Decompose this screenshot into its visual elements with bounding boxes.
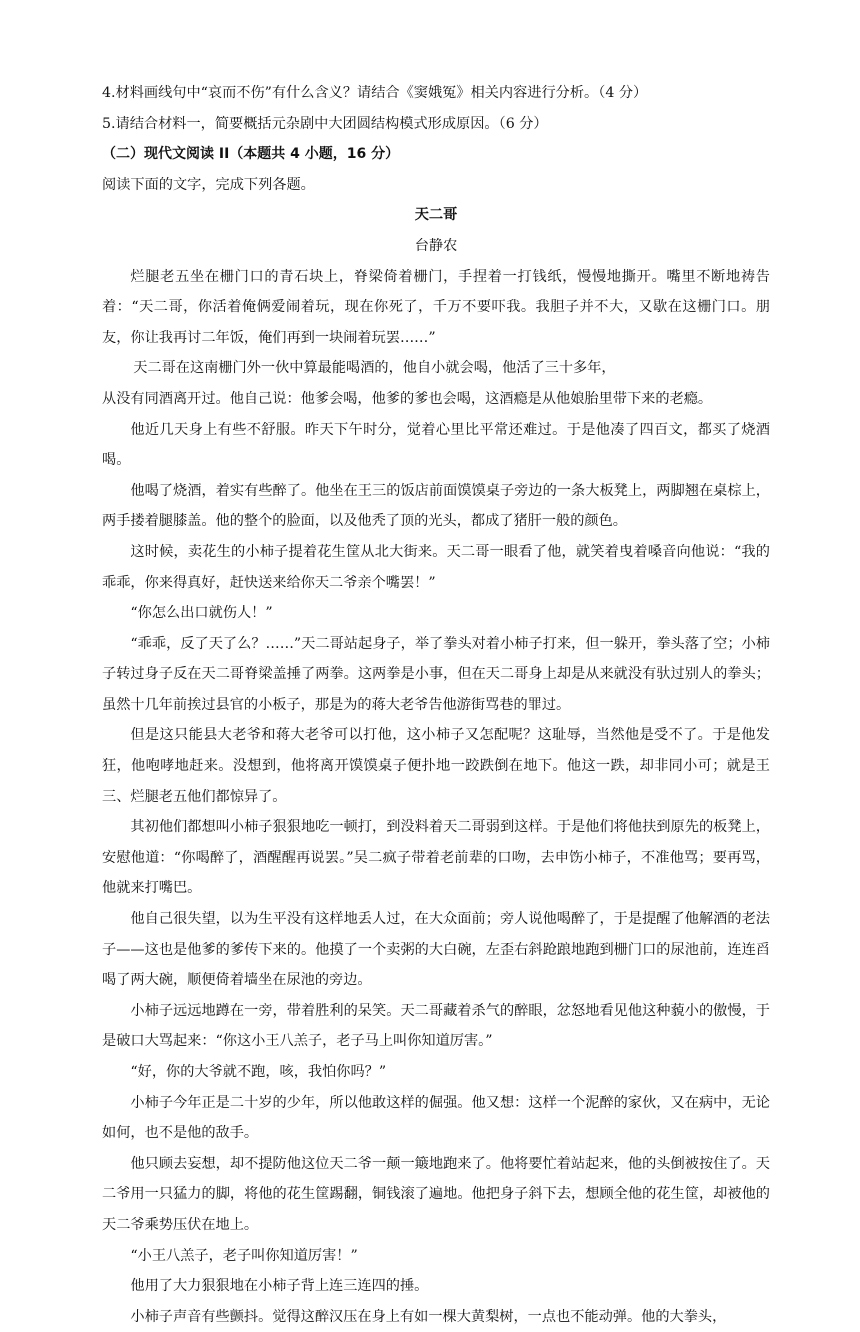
story-paragraph: 他只顾去妄想，却不提防他这位天二爷一颠一簸地跑来了。他将要忙着站起来，他的头倒被按住了。天二爷用一只猛力的脚，将他的花生筐踢翻，铜钱滚了遍地。他把身子斜下去，想顾全他的花生筐，却被他的天二爷乘势压伏在地上。 [102, 1155, 770, 1233]
story-paragraph: 小柿子今年正是二十岁的少年，所以他敢这样的倔强。他又想：这样一个泥醉的家伙，又在病中，无论如何，也不是他的敌手。 [102, 1094, 770, 1142]
document-page [102, 78, 770, 1332]
question-5: 5.请结合材料一，简要概括元杂剧中大团圆结构模式形成原因。（6 分） [102, 115, 548, 132]
story-paragraph: 天二哥在这南栅门外一伙中算最能喝酒的，他自小就会喝，他活了三十多年， [133, 360, 616, 377]
story-paragraph: 这时候，卖花生的小柿子提着花生筐从北大街来。天二哥一眼看了他，就笑着曳着嗓音向他说：“我的乖乖，你来得真好，赶快送来给你天二爷亲个嘴罢！” [102, 543, 770, 591]
story-paragraph: 他近几天身上有些不舒服。昨天下午时分，觉着心里比平常还难过。于是他凑了四百文，都买了烧酒喝。 [102, 421, 770, 469]
story-author: 台静农 [414, 237, 458, 254]
story-paragraph: “小王八羔子，老子叫你知道厉害！” [130, 1247, 358, 1264]
story-paragraph: 烂腿老五坐在栅门口的青石块上，脊梁倚着栅门，手捏着一打钱纸，慢慢地撕开。嘴里不断地祷告着：“天二哥，你活着俺俩爱闹着玩，现在你死了，千万不要吓我。我胆子并不大，又歇在这栅门口。朋友，你让我再讨二年饭，俺们再到一块闹着玩罢……” [102, 268, 770, 346]
story-paragraph: “好，你的大爷就不跑，咳，我怕你吗？” [130, 1064, 387, 1080]
section-heading: （二）现代文阅读 II（本题共 4 小题，16 分） [102, 146, 400, 163]
story-paragraph: 他喝了烧酒，着实有些醉了。他坐在王三的饭店前面馍馍桌子旁边的一条大板凳上，两脚翘在桌棕上，两手搂着腿膝盖。他的整个的脸面，以及他秃了顶的光头，都成了猪肝一般的颜色。 [102, 482, 770, 530]
story-paragraph: 小柿子远远地蹲在一旁，带着胜利的呆笑。天二哥藏着杀气的醉眼，忿怒地看见他这种藐小的傲慢，于是破口大骂起来：“你这小王八羔子，老子马上叫你知道厉害。” [102, 1002, 770, 1050]
story-paragraph: 从没有同酒离开过。他自己说：他爹会喝，他爹的爹也会喝，这酒瘾是从他娘胎里带下来的老瘾。 [102, 390, 713, 407]
story-paragraph: “乖乖，反了天了么？……”天二哥站起身子，举了拳头对着小柿子打来，但一躲开，拳头落了空；小柿子转过身子反在天二哥脊梁盖捶了两拳。这两拳是小事，但在天二哥身上却是从来就没有驮过别人的拳头；虽然十几年前挨过县官的小板子，那是为的蒋大老爷告他游街骂巷的罪过。 [102, 635, 770, 713]
story-paragraph: 小柿子声音有些颤抖。觉得这醉汉压在身上有如一棵大黄梨树，一点也不能动弹。他的大拳头， [130, 1308, 727, 1325]
story-paragraph: 他自己很失望，以为生平没有这样地丢人过，在大众面前；旁人说他喝醉了，于是提醒了他解酒的老法子——这也是他爹的爹传下来的。他摸了一个卖粥的大白碗，左歪右斜跄踉地跑到栅门口的尿池前，连连舀喝了两大碗，顺便倚着墙坐在尿池的旁边。 [102, 911, 770, 989]
story-title: 天二哥 [414, 207, 458, 224]
story-paragraph: 但是这只能县大老爷和蒋大老爷可以打他，这小柿子又怎配呢？这耻辱，当然他是受不了。于是他发狂，他咆哮地赶来。没想到，他将离开馍馍桌子便扑地一跤跌倒在地下。他这一跌，却非同小可；就是王三、烂腿老五他们都惊异了。 [102, 727, 770, 805]
reading-instruction: 阅读下面的文字，完成下列各题。 [102, 176, 315, 193]
story-paragraph: 他用了大力狠狠地在小柿子背上连三连四的捶。 [130, 1278, 429, 1295]
question-4: 4.材料画线句中“哀而不伤”有什么含义？请结合《窦娥冤》相关内容进行分析。（4 分） [102, 85, 648, 101]
story-paragraph: “你怎么出口就伤人！” [130, 605, 273, 622]
story-paragraph: 其初他们都想叫小柿子狠狠地吃一顿打，到没料着天二哥弱到这样。于是他们将他扶到原先的板凳上，安慰他道：“你喝醉了，酒醒醒再说罢。”吴二疯子带着老前辈的口吻，去申饬小柿子，不准他骂；要再骂，他就来打嘴巴。 [102, 819, 770, 897]
